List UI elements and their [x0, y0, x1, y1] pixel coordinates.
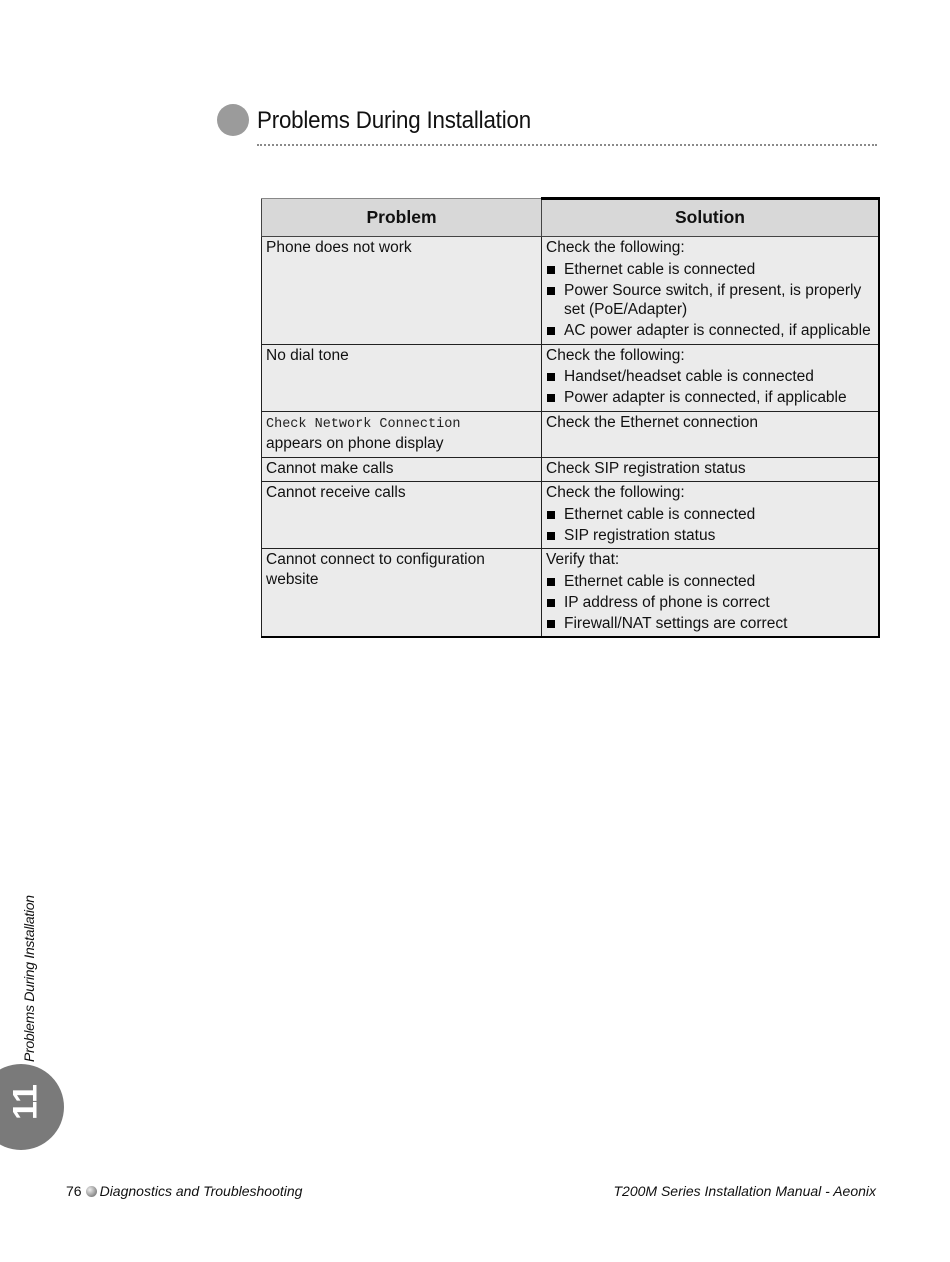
side-tab-label: Problems During Installation — [21, 895, 37, 1062]
solution-lead: Check SIP registration status — [546, 459, 746, 477]
column-header-problem: Problem — [262, 199, 542, 237]
problem-text: Cannot receive calls — [266, 484, 406, 501]
dotted-divider — [257, 144, 877, 146]
footer-chapter-title: Diagnostics and Troubleshooting — [99, 1183, 303, 1199]
solution-cell — [542, 411, 880, 457]
solution-lead: Check the Ethernet connection — [546, 413, 758, 431]
chapter-number: 11 — [6, 1084, 45, 1120]
solution-bullet-list — [546, 505, 872, 546]
table-row — [262, 411, 880, 457]
problem-cell — [262, 344, 542, 411]
solution-bullet-list — [546, 260, 872, 341]
problem-text: Phone does not work — [266, 239, 412, 256]
troubleshooting-table — [261, 197, 880, 638]
problem-cell — [262, 411, 542, 457]
footer-manual-title: T200M Series Installation Manual - Aeonix — [613, 1183, 876, 1199]
solution-bullet: Handset/headset cable is connected — [546, 367, 872, 387]
table-header-row — [262, 199, 880, 237]
problem-cell — [262, 482, 542, 549]
solution-cell — [542, 482, 880, 549]
solution-bullet: Firewall/NAT settings are correct — [546, 614, 872, 634]
solution-cell — [542, 344, 880, 411]
solution-lead: Check the following: — [546, 346, 685, 364]
table-row — [262, 457, 880, 482]
solution-cell — [542, 457, 880, 482]
column-header-solution: Solution — [542, 199, 880, 237]
solution-cell — [542, 549, 880, 638]
solution-bullet: IP address of phone is correct — [546, 593, 872, 613]
solution-bullet: Ethernet cable is connected — [546, 505, 872, 525]
solution-bullet: AC power adapter is connected, if applicable — [546, 321, 872, 341]
solution-bullet: Power adapter is connected, if applicable — [546, 388, 872, 408]
solution-lead: Check the following: — [546, 484, 685, 501]
solution-bullet-list — [546, 367, 872, 408]
section-bullet-icon — [217, 104, 249, 136]
problem-text: Cannot connect to configuration website — [266, 551, 485, 588]
solution-bullet: Ethernet cable is connected — [546, 572, 872, 592]
section-title: Problems During Installation — [257, 107, 531, 134]
problem-cell — [262, 457, 542, 482]
problem-cell — [262, 549, 542, 638]
section-header — [217, 104, 877, 150]
table-row — [262, 237, 880, 345]
problem-cell — [262, 237, 542, 345]
solution-bullet: SIP registration status — [546, 526, 872, 546]
table-row — [262, 549, 880, 638]
problem-text: appears on phone display — [266, 435, 444, 452]
solution-bullet-list — [546, 572, 872, 634]
problem-text: Cannot make calls — [266, 459, 394, 477]
page-number: 76 — [66, 1183, 82, 1199]
solution-bullet: Ethernet cable is connected — [546, 260, 872, 280]
solution-cell — [542, 237, 880, 345]
solution-bullet: Power Source switch, if present, is properly set (PoE/Adapter) — [546, 281, 872, 320]
solution-lead: Check the following: — [546, 239, 685, 256]
table-row — [262, 344, 880, 411]
display-message-text: Check Network Connection — [266, 416, 461, 432]
table-row — [262, 482, 880, 549]
problem-text: No dial tone — [266, 346, 349, 364]
solution-lead: Verify that: — [546, 551, 620, 568]
footer-left — [66, 1183, 302, 1199]
sphere-bullet-icon — [86, 1186, 97, 1197]
